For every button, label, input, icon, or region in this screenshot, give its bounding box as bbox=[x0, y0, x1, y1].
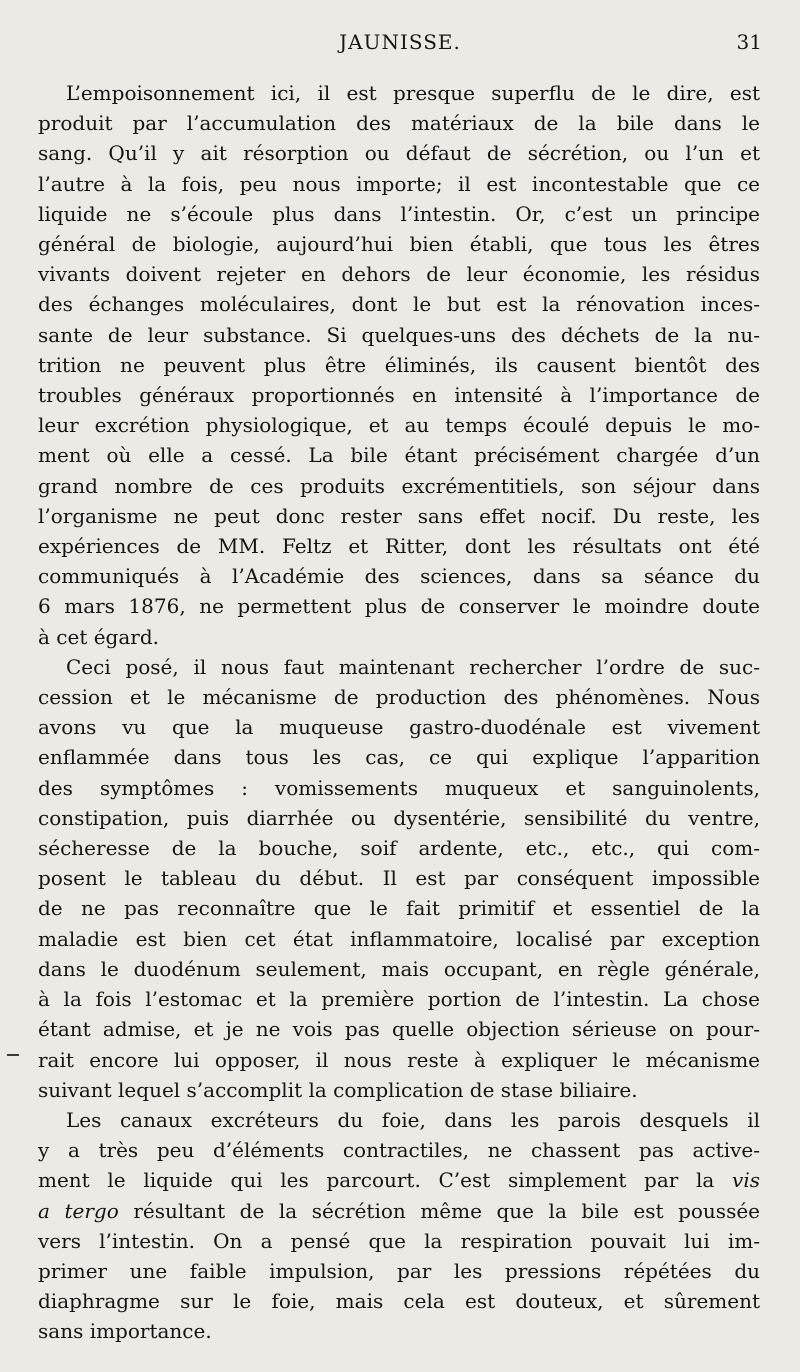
paragraph-1-line-4: l’autre à la fois, peu nous importe; il est incontestable que ce bbox=[38, 171, 760, 196]
paragraph-2-line-5: des symptômes : vomissements muqueux et sanguinolents, bbox=[38, 775, 760, 800]
paragraph-1-line-2: produit par l’accumulation des matériaux de la bile dans le bbox=[38, 111, 760, 136]
paragraph-2-line-1: Ceci posé, il nous faut maintenant rechercher l’ordre de suc- bbox=[66, 654, 760, 679]
paragraph-1-line-3: sang. Qu’il y ait résorption ou défaut de sécrétion, ou l’un et bbox=[38, 141, 760, 166]
paragraph-1-line-17: communiqués à l’Académie des sciences, dans sa séance du bbox=[38, 564, 760, 589]
page-header bbox=[38, 30, 762, 62]
paragraph-1-line-12: leur excrétion physiologique, et au temps écoulé depuis le mo- bbox=[38, 413, 760, 438]
paragraph-3-line-7: diaphragme sur le foie, mais cela est douteux, et sûrement bbox=[38, 1289, 760, 1314]
paragraph-2-line-13: étant admise, et je ne vois pas quelle objection sérieuse on pour- bbox=[38, 1017, 760, 1042]
paragraph-3 bbox=[38, 1105, 760, 1347]
paragraph-1-line-5: liquide ne s’écoule plus dans l’intestin. Or, c’est un principe bbox=[38, 201, 760, 226]
paragraph-3-line-1: Les canaux excréteurs du foie, dans les parois desquels il bbox=[66, 1107, 760, 1132]
paragraph-2-line-15: suivant lequel s’accomplit la complication de stase biliaire. bbox=[38, 1077, 638, 1102]
paragraph-3-line-2: y a très peu d’éléments contractiles, ne chassent pas active- bbox=[38, 1138, 760, 1163]
paragraph-2-line-4: enflammée dans tous les cas, ce qui explique l’apparition bbox=[38, 745, 760, 770]
paragraph-3-line-6: primer une faible impulsion, par les pressions répétées du bbox=[38, 1258, 760, 1283]
paragraph-2-line-10: maladie est bien cet état inflammatoire, localisé par exception bbox=[38, 926, 760, 951]
paragraph-1-line-15: l’organisme ne peut donc rester sans effet nocif. Du reste, les bbox=[38, 503, 760, 528]
paragraph-3-line-4-text: résultant de la sécrétion même que la bile est poussée bbox=[133, 1198, 761, 1223]
paragraph-1-line-7: vivants doivent rejeter en dehors de leur économie, les résidus bbox=[38, 262, 760, 287]
paragraph-3-line-4 bbox=[38, 1196, 760, 1226]
paragraph-3-line-8: sans importance. bbox=[38, 1319, 212, 1344]
paragraph-1-line-6: général de biologie, aujourd’hui bien établi, que tous les êtres bbox=[38, 232, 760, 257]
paragraph-2-line-14: rait encore lui opposer, il nous reste à expliquer le mécanisme bbox=[38, 1047, 760, 1072]
page-number: 31 bbox=[736, 30, 762, 54]
paragraph-1-line-10: trition ne peuvent plus être éliminés, ils causent bientôt des bbox=[38, 352, 760, 377]
paragraph-1-line-9: sante de leur substance. Si quelques-uns des déchets de la nu- bbox=[38, 322, 760, 347]
paragraph-1-line-11: troubles généraux proportionnés en intensité à l’importance de bbox=[38, 383, 760, 408]
paragraph-2-line-9: de ne pas reconnaître que le fait primitif et essentiel de la bbox=[38, 896, 760, 921]
paragraph-3-line-3 bbox=[38, 1165, 760, 1195]
paragraph-2-line-7: sécheresse de la bouche, soif ardente, etc., etc., qui com- bbox=[38, 836, 760, 861]
paragraph-1 bbox=[38, 78, 760, 652]
latin-phrase-vis: vis bbox=[732, 1168, 760, 1193]
paragraph-2-line-8: posent le tableau du début. Il est par conséquent impossible bbox=[38, 866, 760, 891]
paragraph-1-line-18: 6 mars 1876, ne permettent plus de conserver le moindre doute bbox=[38, 594, 760, 619]
paragraph-1-line-8: des échanges moléculaires, dont le but est la rénovation inces- bbox=[38, 292, 760, 317]
paragraph-2-line-2: cession et le mécanisme de production des phénomènes. Nous bbox=[38, 685, 760, 710]
paragraph-1-line-16: expériences de MM. Feltz et Ritter, dont les résultats ont été bbox=[38, 534, 760, 559]
margin-mark bbox=[7, 1054, 19, 1056]
paragraph-3-line-5: vers l’intestin. On a pensé que la respiration pouvait lui im- bbox=[38, 1228, 760, 1253]
paragraph-2-line-12: à la fois l’estomac et la première portion de l’intestin. La chose bbox=[38, 987, 760, 1012]
paragraph-1-line-1: L’empoisonnement ici, il est presque superflu de le dire, est bbox=[66, 81, 760, 105]
paragraph-1-line-19: à cet égard. bbox=[38, 624, 159, 649]
paragraph-2-line-11: dans le duodénum seulement, mais occupant, en règle générale, bbox=[38, 956, 760, 981]
paragraph-2 bbox=[38, 652, 760, 1105]
paragraph-1-line-14: grand nombre de ces produits excrémentitiels, son séjour dans bbox=[38, 473, 760, 498]
body-text bbox=[38, 78, 760, 1347]
paragraph-2-line-3: avons vu que la muqueuse gastro-duodénale est vivement bbox=[38, 715, 760, 740]
paragraph-1-line-13: ment où elle a cessé. La bile étant précisément chargée d’un bbox=[38, 443, 760, 468]
paragraph-2-line-6: constipation, puis diarrhée ou dysentérie, sensibilité du ventre, bbox=[38, 805, 760, 830]
latin-phrase-a-tergo: a tergo bbox=[38, 1198, 119, 1223]
paragraph-3-line-3-text: ment le liquide qui les parcourt. C’est simplement par la bbox=[38, 1168, 715, 1193]
running-title: JAUNISSE. bbox=[339, 30, 461, 54]
